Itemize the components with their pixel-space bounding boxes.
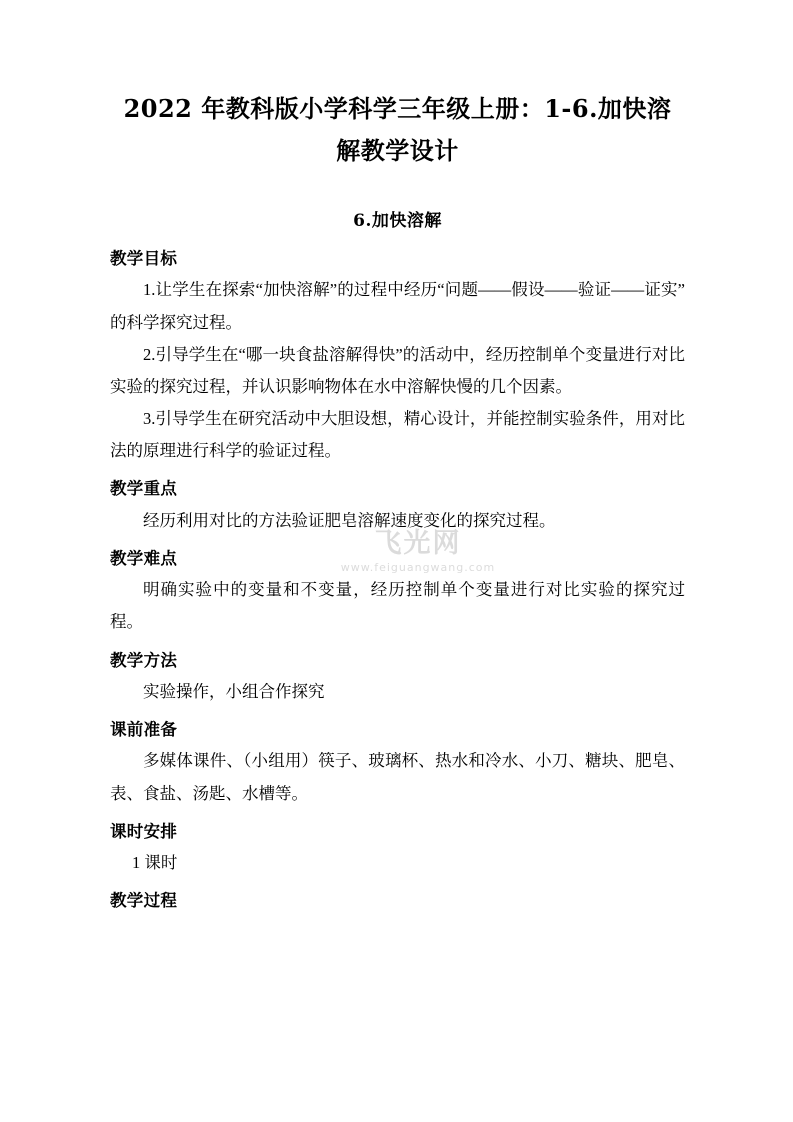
section-teaching-focus: [110, 473, 685, 537]
section-heading: 教学过程: [110, 891, 178, 911]
section-teaching-objectives: [110, 243, 685, 467]
watermark-text: 飞光网: [374, 528, 462, 559]
section-heading: 教学方法: [110, 650, 178, 670]
section-teaching-process: [110, 885, 685, 916]
paragraph: 明确实验中的变量和不变量，经历控制单个变量进行对比实验的探究过程。: [110, 580, 685, 632]
paragraph: 1 课时: [132, 853, 178, 873]
paragraph: 2.引导学生在“哪一块食盐溶解得快”的活动中，经历控制单个变量进行对比实验的探究过程，并认识影响物体在水中溶解快慢的几个因素。: [110, 344, 685, 396]
paragraph: 3.引导学生在研究活动中大胆设想，精心设计，并能控制实验条件，用对比法的原理进行科学的验证过程。: [110, 409, 685, 461]
section-heading: 教学重点: [110, 479, 178, 499]
section-title: 6.加快溶解: [353, 211, 442, 231]
document-content: [110, 88, 685, 917]
paragraph: 实验操作，小组合作探究: [143, 681, 325, 701]
section-schedule: [110, 816, 685, 880]
page-title: 2022 年教科版小学科学三年级上册：1-6.加快溶解教学设计: [123, 94, 672, 165]
section-heading: 课前准备: [110, 720, 178, 740]
paragraph: 经历利用对比的方法验证肥皂溶解速度变化的探究过程。: [143, 510, 556, 530]
paragraph: 1.让学生在探索“加快溶解”的过程中经历“问题——假设——验证——证实”的科学探究过程。: [110, 280, 685, 332]
section-heading: 教学目标: [110, 249, 178, 268]
watermark-url: www.feiguangwang.com: [340, 561, 496, 574]
section-teaching-difficulty: [110, 543, 685, 639]
section-teaching-method: [110, 645, 685, 709]
paragraph: 多媒体课件、（小组用）筷子、玻璃杯、热水和冷水、小刀、糖块、肥皂、表、食盐、汤匙、水槽等。: [110, 751, 685, 803]
section-preparation: [110, 714, 685, 810]
section-heading: 教学难点: [110, 548, 178, 568]
section-heading: 课时安排: [110, 821, 178, 841]
